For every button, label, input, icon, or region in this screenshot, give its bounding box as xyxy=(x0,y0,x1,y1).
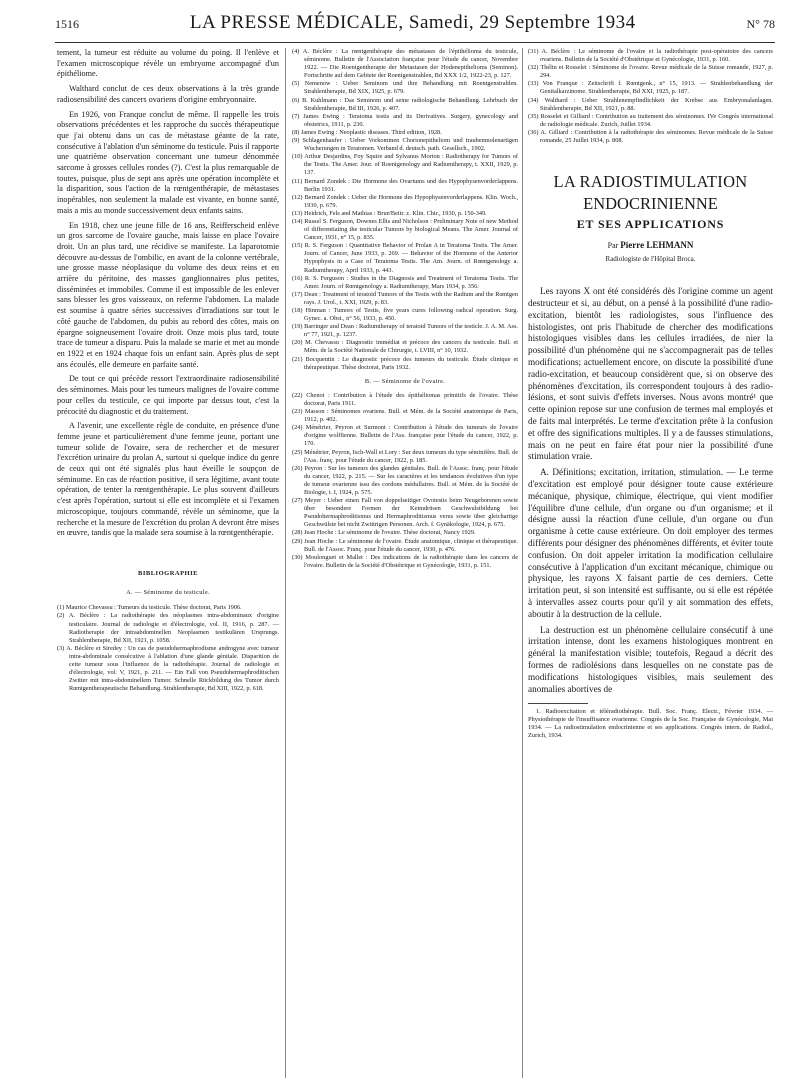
reference-item: (3) A. Béclère et Siredey : Un cas de pseudohermaphrodisme androgyne avec tumeur intra-abdominale consécutive à l'ablation d'une glande génitale. Disparition de cette tumeur sous l'influence de la radiothérapie. Journal de radiologie et d'électrologie, vol. V, 1921, p. 211. — Ein Fall von Pseudohermaphroditischen Zwitter mit intra-abdominellem Tumor. Schnelle Rückbildung des Tumor durch Rœntgentherapeutische Behandlung. Strahlentherapie, Bd XIII, 1922, p. 618. xyxy=(57,644,279,693)
journal-title: LA PRESSE MÉDICALE, Samedi, 29 Septembre 1934 xyxy=(189,12,636,33)
reference-list xyxy=(528,48,773,145)
reference-item: (27) Meyer : Ueber einen Fall von doppelseitiger Ovotestis beim Neugeborenen sowie über besondere Formen der Keimdrüsen Geschwulstbildung bei Pseudohermaphroditismus und Hermaphroditismus verus sowie über gleichartige Geschwülste bei nicht Zwittrigen Personen. Arch. f. Gynäkologie, 1924, p. 675. xyxy=(292,497,518,529)
reference-item: (20) M. Chevassu : Diagnostic immédiat et précoce des cancers du testicule. Bull. et Mém. de la Société Nationale de Chirurgie, t. LVIII, n° 10, 1932. xyxy=(292,339,518,355)
article-body xyxy=(528,286,773,695)
reference-item: (24) Ménétrier, Peyron et Surmont : Contribution à l'étude des tumeurs de l'ovaire d'origine wolffienne. Bulletin de l'Ass. française pour l'étude du cancer, 1922, p. 170. xyxy=(292,424,518,448)
column-right xyxy=(528,48,773,740)
reference-item: (31) A. Béclère : Le séminome de l'ovaire et la radiothérapie post-opératoire des cancers ovariens. Bulletin de la Société d'Obstétrique et Gynécologie, 1931, p. 160. xyxy=(528,48,773,64)
reference-item: (8) James Ewing : Neoplastic diseases. Third edition, 1928. xyxy=(292,128,442,136)
footnote: 1. Radioexcitation et téléradiothérapie. Bull. Soc. Franç. Electr., Février 1934. — Physiothérapie de l'insuffisance ovarienne. Congrès de la Soc. Française de Gynécologie, Mai 1934. — La radiostimulation endocrinienne et ses applications. Congrès intern. de Radiol., Zurich, 1934. xyxy=(528,708,773,740)
reference-item: (35) Rosselet et Gilliard : Contribution au traitement des séminomes. IVe Congrès international de radiologie médicale. Zurich, Juillet 1934. xyxy=(528,112,773,128)
paragraph: Walthard conclut de ces deux observations à la très grande radiosensibilité des cancers ovariens d'origine embryonnaire. xyxy=(57,84,279,104)
reference-item: (25) Ménétrier, Peyron, Isch-Wall et Lory : Sur deux tumeurs du type séminifère. Bull. de l'Ass. franç. pour l'étude du cancer, 1922, p. 185. xyxy=(292,448,518,464)
bibliography-heading: BIBLIOGRAPHIE xyxy=(138,569,198,577)
byline-prefix: Par xyxy=(607,240,619,250)
reference-item: (29) Jean Hoche : Le séminome de l'ovaire. Étude anatomique, clinique et thérapeutique. Bull. de l'Assoc. Franç. pour l'étude du cancer, 1930, p. 476. xyxy=(292,537,518,553)
column-divider xyxy=(285,48,286,1078)
issue-number: N° 78 xyxy=(746,17,775,31)
paragraph: A. Définitions; excitation, irritation, stimulation. — Le terme d'excitation est employé pour désigner toute cause extérieure mécanique, physique, chimique, électrique, qui vient modifier l'équilibre d'une cellule, d'un organe ou d'un organisme; et il désigne aussi la réaction d'une cellule, d'un organe ou d'un organisme à cette cause extérieure. On doit employer des termes différents pour désigner des phénomènes différents, et éviter toute confusion. On doit appeler irritation la modification cellulaire consécutive à l'application d'un excitant mécanique, chimique ou physique, les rayons X faisant partie de ces derniers. Cette irritation peut, si son intensité est suffisante, ou si elle est répétée à intervalles assez courts pour qu'il y ait sommation des effets, aboutir à la destruction de la cellule. xyxy=(528,467,773,619)
reference-list xyxy=(292,392,518,570)
reference-item: (34) Walthard : Ueber Strahlenempfindlichkeit der Krebse aus Embryonalanlagen. Strahlentherapie, Bd XII, 1921, p. 88. xyxy=(528,96,773,112)
page-header xyxy=(55,12,775,43)
paragraph: Les rayons X ont été considérés dès l'origine comme un agent destructeur et si, au début, on a pensé à la possibilité d'une radio-excitation, bientôt les radiologistes, sous l'influence des histologistes, ont pris l'habitude de chercher des modifications histologiques visibles dans les cellules irradiées, de nier la possibilité d'un phénomène qui ne s'accompagnerait pas de telles modifications; actuellement encore, on discute la possibilité d'une radio-excitation, et beaucoup considèrent que, si on observe des phénomènes d'excitation, ils correspondent toujours à des radio-lésions, et sont suivis d'effets inverses. Nous avons montré¹ que cette opinion repose sur une confusion de termes mal employés et de faits mal interprétés. Le terme d'excitation prête à la confusion et offre des significations multiples. Il y a de fausses stimulations, mais on ne peut en faire état pour nier la possibilité d'une stimulation vraie. xyxy=(528,286,773,462)
reference-item: (30) Moulonguet et Mallet : Des indications de la radiothérapie dans les cancers de l'ovaire. Bulletin de la Société d'Obstétrique et Gynécologie, 1931, p. 151. xyxy=(292,553,518,569)
reference-item: (14) Russel S. Ferguson, Downes Ellis and Nicholson : Preliminary Note of new Method of differentiating the testicular Tumors by biological Means. The Amer. Journal of Cancer, 1931, n° 15, p. 835. xyxy=(292,217,518,242)
column-middle xyxy=(292,48,518,570)
paragraph: La destruction est un phénomène cellulaire consécutif à une irritation intense, dont les examens histologiques montrent en général la manifestation visible; toutefois, Regaud a décrit des formes de radiolésions dans lesquelles on ne constate pas de modifications histologiques visibles, mais seulement des anomalies abortives de xyxy=(528,624,773,694)
page-number: 1516 xyxy=(55,17,79,31)
paragraph: En 1918, chez une jeune fille de 16 ans, Reifferscheid enlève un gros sarcome de l'ovaire gauche, mais laisse en place l'ovaire droit. Un an plus tard, une récidive se manifeste. La laparotomie découvre au-dessus de l'ombilic, en avant de la colonne vertébrale, une grosse masse néoplasique du volume des deux reins et en arrière du péritoine, des masses ganglionnaires plus petites, disséminées et immobiles. Comme il est impossible de les enlever sans blesser les gros vaisseaux, on referme l'abdomen. La malade est soumise à quatre séries successives d'irradiations sur tout le côté gauche de l'abdomen, du pubis au rebord des côtes, mais on épargne soigneusement l'ovaire droit. Onze mois plus tard, toute trace de tumeur a disparu. Puis la malade se marie et met au monde en 1922 et en 1924 chaque fois un enfant sain. Après plus de sept ans écoulés, elle demeure en parfaite santé. xyxy=(57,220,279,369)
reference-item: (15) R. S. Ferguson : Quantitative Behavior of Prolan A in Teratoma Testis. The Amer. Journ. of Cancer, June 1933, p. 269. — Behavior of the Hormone of the Anterior Hypophysis in a Case of Teratoma Testis. The Am. Journ. of Rœntgenology a. Radiumtherapy, April 1933, p. 443. xyxy=(292,242,518,274)
reference-item: (28) Jean Hoche : Le séminome de l'ovaire. Thèse doctorat, Nancy 1929. xyxy=(292,529,476,537)
reference-item: (26) Peyron : Sur les tumeurs des glandes génitales. Bull. de l'Assoc. franç. pour l'étude du cancer, 1922, p. 215. — Sur les caractères et les tendances évolutives d'un type de tumeur ovarienne issu des cordons médullaires. Bull. et Mém. de la Société de Biologie, t. I, 1924, p. 575. xyxy=(292,464,518,496)
byline xyxy=(528,240,773,252)
reference-list xyxy=(292,48,518,372)
column-left xyxy=(57,48,279,693)
column-divider xyxy=(522,48,523,1078)
reference-item: (19) Barringer and Dean : Radiumtherapy of teratoid Tumors of the testicle. J. A. M. Ass. n° 77, 1921, p. 1237. xyxy=(292,323,518,339)
author-name: Pierre LEHMANN xyxy=(620,239,694,250)
reference-item: (7) James Ewing : Teratoma testis and its Derivatives. Surgery, gynecology and obstetrics, 1911, p. 230. xyxy=(292,112,518,128)
reference-item: (9) Schlagenhaufer : Ueber Vorkommen Chorionepitheliom und traubenmolenartigen Wucherungen in Teratomen. Verband d. deutsch. path. Gesellsch., 1902. xyxy=(292,137,518,153)
reference-item: (13) Heidrich, Fels and Mathias : Brun'Beitr. z. Klin. Chir., 1930, p. 150-349. xyxy=(292,209,487,217)
reference-item: (4) A. Béclère : La rœntgenthérapie des métastases de l'épithélioma du testicule, séminome. Bulletin de l'Association française pour l'étude du cancer, Novembre 1922. — Die Roentgentherapie der Metastasen der Hodenepithelioms (Seminon). Fortschritte auf dem Gebiete der Roentgenstrahlen, Bd XXX 1/2, 1922-23, p. 127. xyxy=(292,48,518,80)
reference-item: (6) B. Kuhlmann : Das Seminom und seine radiologische Behandlung. Lehrbuch der Strahlentherapie, Bd III, 1926, p. 407. xyxy=(292,96,518,112)
article-subtitle: ET SES APPLICATIONS xyxy=(576,217,725,232)
reference-list xyxy=(57,604,279,693)
reference-item: (17) Dean : Treatment of teratoid Tumors of the Testis with the Radium and the Rœntgen rays. J. Urol., t. XXI, 1929, p. 83. xyxy=(292,290,518,306)
reference-item: (1) Maurice Chevassu : Tumeurs du testicule. Thèse doctorat, Paris 1906. xyxy=(57,604,242,612)
reference-item: (5) Nemenow : Ueber Seminom und ihre Behandlung mit Roentgenstrahlen. Strahlentherapie, Bd XIX, 1925, p. 679. xyxy=(292,80,518,96)
paragraph: De tout ce qui précède ressort l'extraordinaire radiosensibilité des séminomes. Mais pour les tumeurs malignes de l'ovaire comme pour celles du testicule, ce qui importe par dessus tout, c'est la précocité du diagnostic et du traitement. xyxy=(57,374,279,416)
paragraph: En 1926, von Franque conclut de même. Il rappelle les trois observations précédentes et les rapproche du succès thérapeutique que j'ai obtenu dans un cas de métastase géante de la rate, consécutive à l'ablation d'un séminome du testicule. Puis il rapporte une quatrième observation concernant une tumeur dénommée sarcome à grosses cellules rondes (?). C'est la plus remarquable de toutes, puisque, plus de sept ans après une opération incomplète et la disparition, sous l'action de la rœntgenthérapie, de métastases inopérables, non seulement la malade est vivante, en bonne santé, mais a mis au monde successivement deux enfants sains. xyxy=(57,109,279,215)
reference-item: (16) R. S. Ferguson : Studies in the Diagnosis and Treatment of Teratoma Testis. The Amer. Journ. of Rœntgenology a. Radiumtherapy, Mars 1934, p. 356. xyxy=(292,274,518,290)
bibliography-section-b: B. — Séminome de l'ovaire. xyxy=(364,377,446,385)
bibliography-section-a: A. — Séminome du testicule. xyxy=(126,588,210,596)
author-affiliation: Radiologiste de l'Hôpital Broca. xyxy=(605,254,696,263)
reference-item: (18) Hinman : Tumors of Testis, five years cures following radical operation. Surg. Gynec. a. Obst., n° 56, 1933, p. 450. xyxy=(292,307,518,323)
reference-item: (32) Thélin et Rosselet : Séminome de l'ovaire. Revue médicale de la Suisse romande, 1927, p. 294. xyxy=(528,64,773,80)
article-title: LA RADIOSTIMULATION xyxy=(553,172,748,192)
reference-item: (10) Arthur Desjardins, Foy Squire and Sylvanus Morton : Radiotherapy for Tumors of the Testis. The Amer. Jour. of Roentgenology and Radiumtherapy, t. XXII, 1929, p. 137. xyxy=(292,153,518,177)
reference-item: (36) A. Gilliard : Contribution à la radiothérapie des séminomes. Revue médicale de la Suisse romande, 25 Juillet 1934, p. 808. xyxy=(528,128,773,145)
footnote-rule xyxy=(528,703,588,704)
reference-item: (33) Von Franque : Zeitschrift f. Rœntgenk., n° 15, 1913. — Strahlenbehandlung der Genitalkarzinome. Strahlentherapie, Bd XXI, 1925, p. 187. xyxy=(528,80,773,96)
reference-item: (11) Bernard Zondek : Die Hormone des Ovariums und des Hypophysenvorderlappens. Berlin 1931. xyxy=(292,177,518,193)
reference-item: (23) Masson : Séminomes ovariens. Bull. et Mém. de la Société anatomique de Paris, 1912, p. 402. xyxy=(292,408,518,424)
article-title: ENDOCRINIENNE xyxy=(583,194,718,214)
reference-item: (2) A. Béclère : La radiothérapie des néoplasmes intra-abdominaux d'origine testiculaire. Journal de radiologie et d'électrologie, vol. II, 1916, p. 287. — Radiotherapie der intraabdominellen Neoplasmen testikulären Ursprungs. Strahlentherapie, Bd XII, 1921, p. 1058. xyxy=(57,612,279,644)
reference-item: (22) Chenot : Contribution à l'étude des épithéliomas primitifs de l'ovaire. Thèse doctorat, Paris 1911. xyxy=(292,391,518,407)
paragraph: tement, la tumeur est réduite au volume du poing. Il l'enlève et l'examen microscopique révèle un embryome accompagné d'un épithéliome. xyxy=(57,48,279,79)
reference-item: (12) Bernard Zondek : Ueber die Hormone des Hypophysenvorderlappens. Klin. Woch., 1930, p. 679. xyxy=(292,193,518,209)
paragraph: A l'avenir, une excellente règle de conduite, en présence d'une femme jeune et particulièrement d'une femme jeune, portant une tumeur solide de l'ovaire, sera de rechercher et de mesurer l'excrétion urinaire du prolan A, surtout si quelque indice du genre de ceux qui ont été signalés plus haut éveille le soupçon de séminome. En cas de réaction positive, il sera légitime, avant toute opération, de tenter la rœntgenthérapie. Le plus souvent d'ailleurs c'est après l'opération, surtout si elle est incomplète et si l'examen microscopique, toujours commandé, révèle un séminome, que la recherche et la mesure de l'excrétion du prolan A devront être mises en œuvre, tandis que la malade sera soumise à la rœntgenthérapie. xyxy=(57,421,279,538)
reference-item: (21) Bocquentin : Le diagnostic précoce des tumeurs du testicule. Étude clinique et thérapeutique. Thèse doctorat, Paris 1932. xyxy=(292,355,518,371)
